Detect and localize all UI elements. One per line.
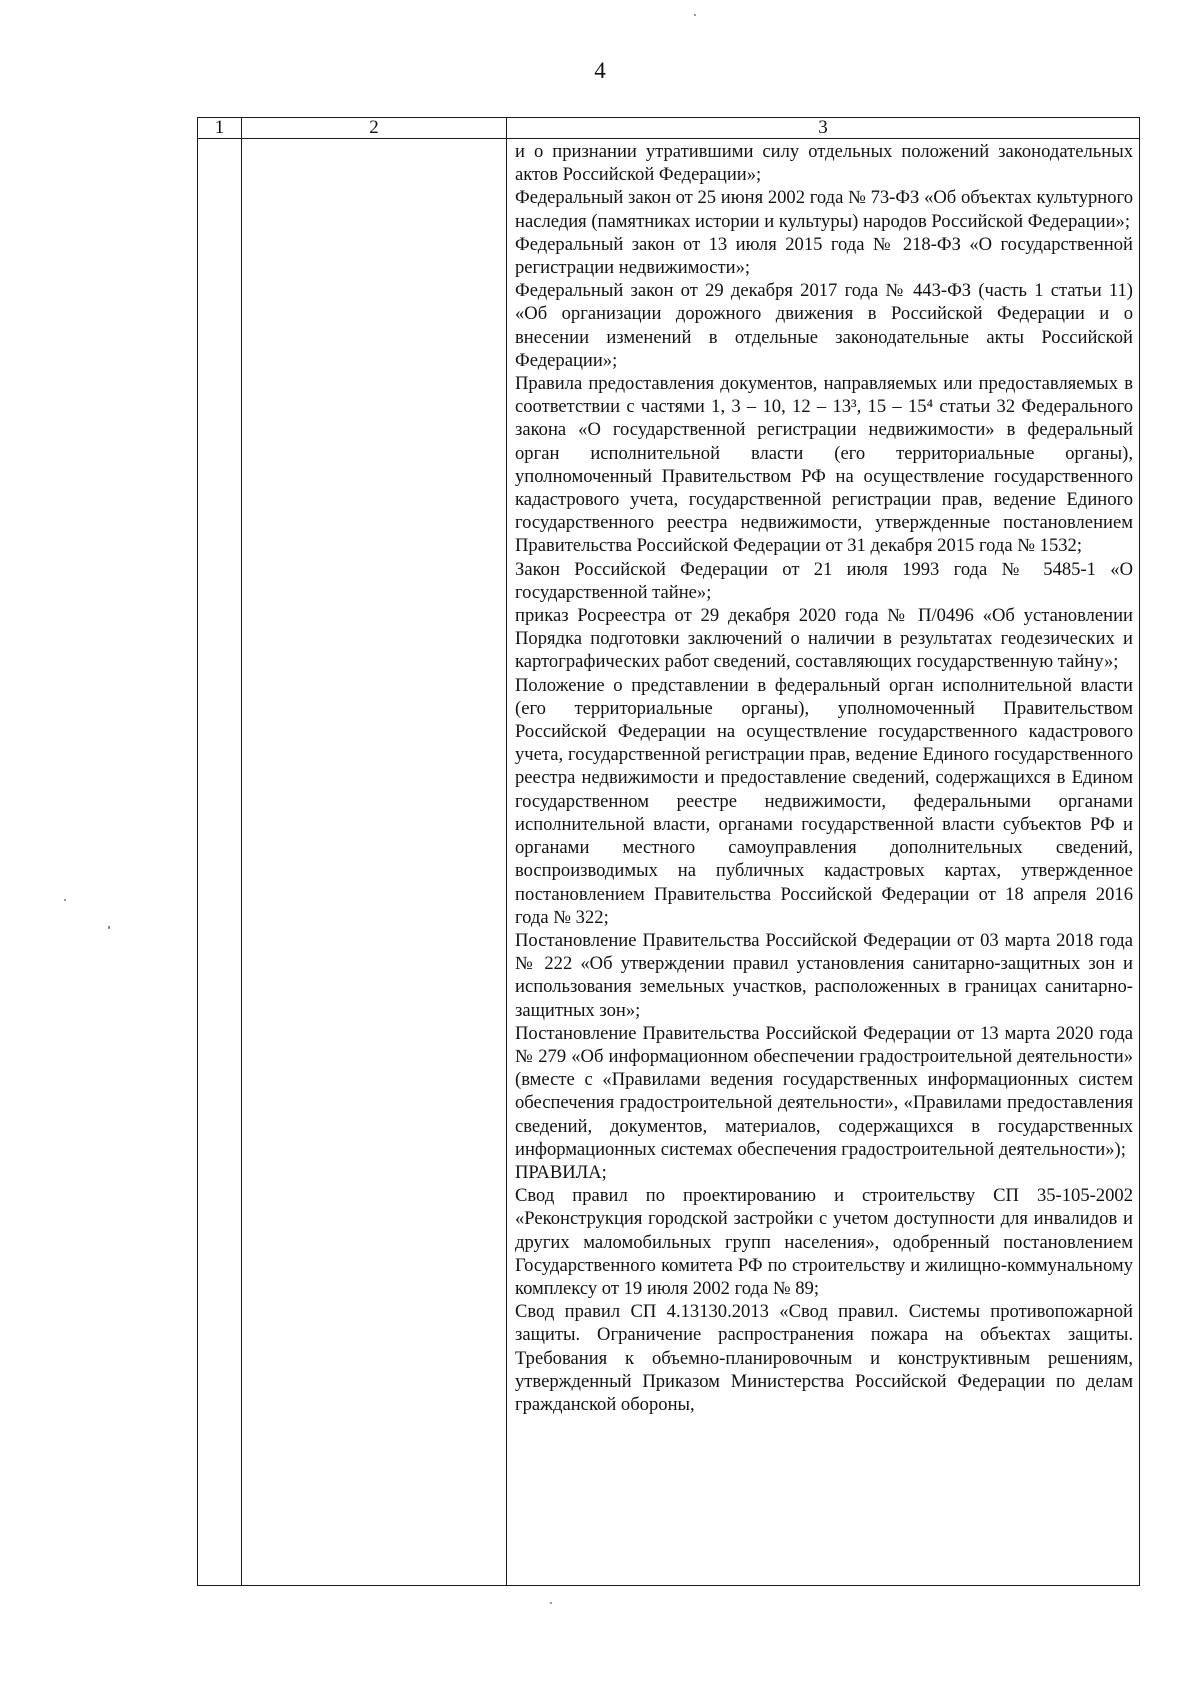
legal-act-item: Свод правил СП 4.13130.2013 «Свод правил. Системы противопожарной защиты. Ограничение распространения пожара на объектах защиты. Требования к объемно-планировочным и конструктивным решениям, утвержденный Приказом Министерства Российской Федерации по делам гражданской обороны, xyxy=(515,1301,1133,1415)
column-header-2: 2 xyxy=(242,118,507,139)
cell-column-1 xyxy=(198,139,242,1586)
cell-column-3 xyxy=(507,139,1140,1586)
legal-act-item: приказ Росреестра от 29 декабря 2020 года № П/0496 «Об установлении Порядка подготовки заключений о наличии в результатах геодезических и картографических работ сведений, составляющих государственную тайну»; xyxy=(515,605,1133,673)
legal-act-item: Постановление Правительства Российской Федерации от 03 марта 2018 года № 222 «Об утверждении правил установления санитарно-защитных зон и использования земельных участков, расположенных в границах санитарно-защитных зон»; xyxy=(515,929,1133,1021)
scan-speck xyxy=(550,1602,552,1604)
legal-act-item: Федеральный закон от 25 июня 2002 года № 73-ФЗ «Об объектах культурного наследия (памятниках истории и культуры) народов Российской Федерации»; xyxy=(515,187,1133,232)
legal-act-item: и о признании утратившими силу отдельных положений законодательных актов Российской Федерации»; xyxy=(515,141,1133,186)
column-header-1: 1 xyxy=(198,118,242,139)
legal-act-item: Постановление Правительства Российской Федерации от 13 марта 2020 года № 279 «Об информационном обеспечении градостроительной деятельности» (вместе с «Правилами ведения государственных информационных систем обеспечения градостроительной деятельности», «Правилами предоставления сведений, документов, материалов, содержащихся в государственных информационных системах обеспечения градостроительной деятельности»); xyxy=(515,1022,1133,1160)
scan-speck xyxy=(108,926,110,929)
legal-acts-list xyxy=(507,139,1139,1416)
legal-act-item: Положение о представлении в федеральный орган исполнительной власти (его территориальные органы), уполномоченный Правительством Российской Федерации на осуществление государственного кадастрового учета, государственной регистрации прав, ведение Единого государственного реестра недвижимости и предоставление сведений, содержащихся в Едином государственном реестре недвижимости, федеральными органами исполнительной власти, органами государственной власти субъектов РФ и органами местного самоуправления дополнительных сведений, воспроизводимых на публичных кадастровых картах, утвержденное постановлением Правительства Российской Федерации от 18 апреля 2016 года № 322; xyxy=(515,674,1133,928)
legal-act-item: Закон Российской Федерации от 21 июля 1993 года № 5485-1 «О государственной тайне»; xyxy=(515,558,1133,603)
page-number: 4 xyxy=(594,58,606,83)
table-header-row xyxy=(198,118,1140,139)
column-header-3: 3 xyxy=(507,118,1140,139)
scan-speck xyxy=(694,14,696,16)
scan-speck xyxy=(64,899,66,901)
legal-act-item: Федеральный закон от 13 июля 2015 года № 218-ФЗ «О государственной регистрации недвижимости»; xyxy=(515,233,1133,279)
legal-act-item: Правила предоставления документов, направляемых или предоставляемых в соответствии с частями 1, 3 – 10, 12 – 13³, 15 – 15⁴ статьи 32 Федерального закона «О государственной регистрации недвижимости» в федеральный орган исполнительной власти (его территориальные органы), уполномоченный Правительством РФ на осуществление государственного кадастрового учета, государственной регистрации прав, ведение Единого государственного реестра недвижимости, утвержденные постановлением Правительства Российской Федерации от 31 декабря 2015 года № 1532; xyxy=(515,373,1133,557)
cell-column-2 xyxy=(242,139,507,1586)
legal-act-item: ПРАВИЛА; xyxy=(515,1161,607,1183)
table-row xyxy=(198,139,1140,1586)
document-table xyxy=(197,117,1140,1586)
legal-act-item: Федеральный закон от 29 декабря 2017 года № 443-ФЗ (часть 1 статьи 11) «Об организации дорожного движения в Российской Федерации и о внесении изменений в отдельные законодательные акты Российской Федерации»; xyxy=(515,280,1133,371)
legal-act-item: Свод правил по проектированию и строительству СП 35-105-2002 «Реконструкция городской застройки с учетом доступности для инвалидов и других маломобильных групп населения», одобренный постановлением Государственного комитета РФ по строительству и жилищно-коммунальному комплексу от 19 июля 2002 года № 89; xyxy=(515,1185,1133,1299)
